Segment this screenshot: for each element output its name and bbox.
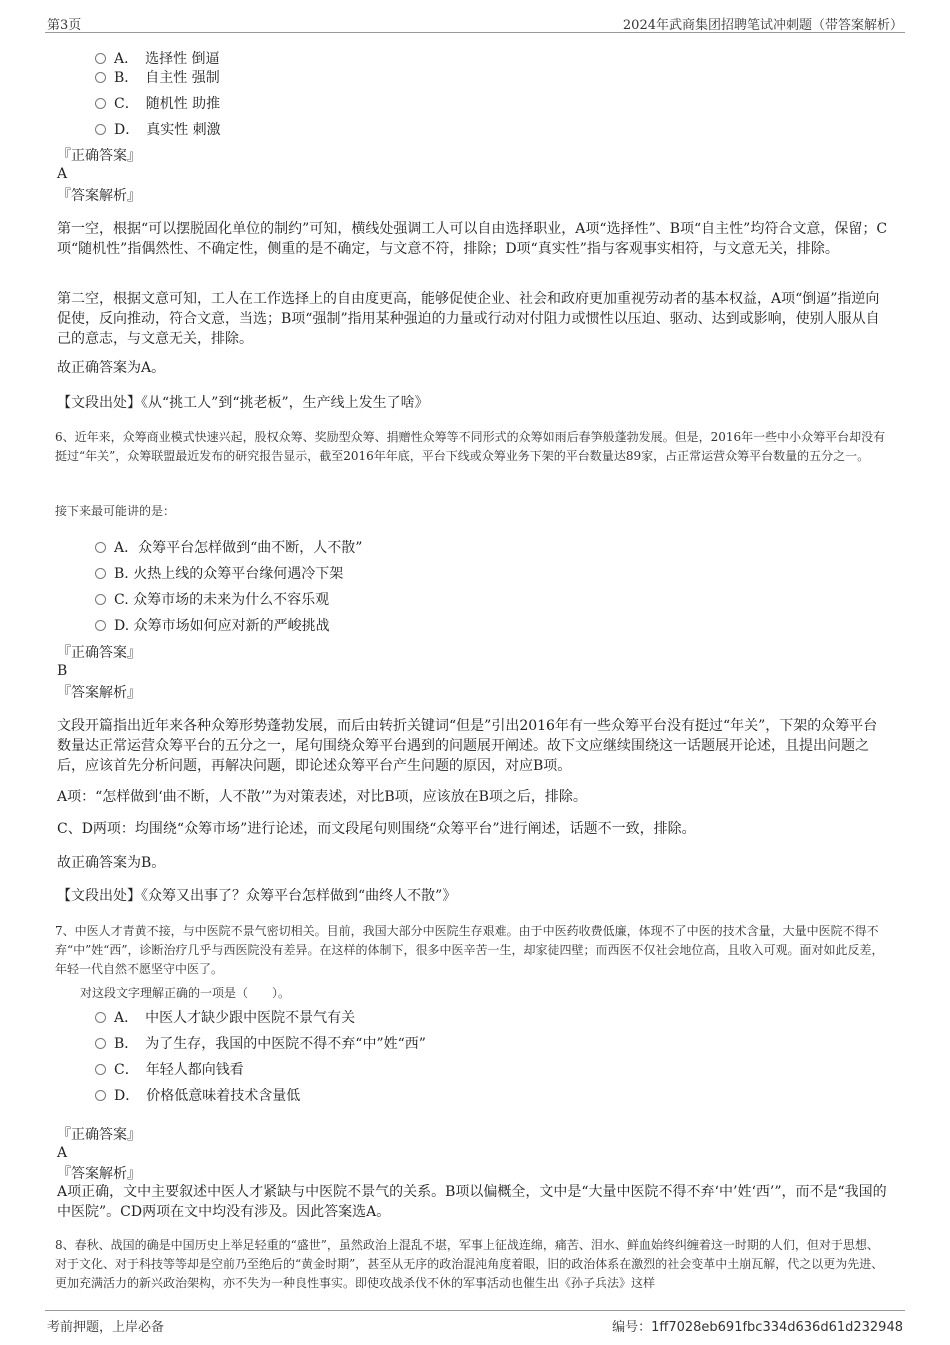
q6-option-d[interactable]: D. 众筹市场如何应对新的严峻挑战: [95, 615, 330, 635]
q6-option-c[interactable]: C. 众筹市场的未来为什么不容乐观: [95, 589, 329, 609]
radio-icon[interactable]: [95, 542, 106, 553]
q5-conclusion: 故正确答案为A。: [57, 360, 166, 376]
q7-analysis-label: 『答案解析』: [57, 1166, 141, 1182]
q7-answer: A: [57, 1145, 68, 1161]
q6-answer-label: 『正确答案』: [57, 645, 141, 661]
q6-analysis-p1: 文段开篇指出近年来各种众筹形势蓬勃发展，而后由转折关键词“但是”引出2016年有一些众筹平台没有挺过“年关”，下架的众筹平台数量达正常运营众筹平台的五分之一，尾句围绕众筹平台遇到的问题展开阐述。故下文应继续围绕这一话题展开论述，且提出问题之后，应该首先分析问题，再解决问题，即论述众筹平台产生问题的原因，对应B项。: [57, 718, 878, 774]
page-header: [45, 12, 905, 33]
radio-icon[interactable]: [95, 568, 106, 579]
q7-analysis-p1: A项正确，文中主要叙述中医人才紧缺与中医院不景气的关系。B项以偏概全，文中是“大量中医院不得不弃‘中’姓‘西’”，而不是“我国的中医院”。CD两项在文中均没有涉及。因此答案选A。: [57, 1184, 887, 1220]
document-code: 编号：1ff7028eb691fbc334d636d61d232948: [612, 1320, 903, 1335]
q5-analysis-p2: 第二空，根据文意可知，工人在工作选择上的自由度更高，能够促使企业、社会和政府更加重视劳动者的基本权益，A项“倒逼”指逆向促使，反向推动，符合文意，当选；B项“强制”指用某种强迫的力量或行动对付阻力或惯性以压迫、驱动、达到或影响，使别人服从自己的意志，与文意无关，排除。: [57, 291, 880, 347]
radio-icon[interactable]: [95, 620, 106, 631]
radio-icon[interactable]: [95, 1038, 106, 1049]
q6-option-a[interactable]: A．众筹平台怎样做到“曲不断，人不散”: [95, 537, 362, 557]
q5-answer-label: 『正确答案』: [57, 148, 141, 164]
q6-conclusion: 故正确答案为B。: [57, 855, 166, 871]
radio-icon[interactable]: [95, 1012, 106, 1023]
q5-analysis-label: 『答案解析』: [57, 188, 141, 204]
q7-question: 对这段文字理解正确的一项是（ ）。: [80, 986, 291, 1000]
q5-source: 【文段出处】《从“挑工人”到“挑老板”，生产线上发生了啥》: [57, 395, 429, 411]
q7-option-d[interactable]: D． 价格低意味着技术含量低: [95, 1085, 300, 1105]
q7-option-a[interactable]: A． 中医人才缺少跟中医院不景气有关: [95, 1007, 355, 1027]
q6-option-b[interactable]: B. 火热上线的众筹平台缘何遇冷下架: [95, 563, 343, 583]
radio-icon[interactable]: [95, 594, 106, 605]
q5-option-a[interactable]: A． 选择性 倒逼: [95, 48, 220, 68]
q8-stem: 8、春秋、战国的确是中国历史上举足轻重的“盛世”，虽然政治上混乱不堪，军事上征战连绵，痛苦、泪水、鲜血始终纠缠着这一时期的人们，但对于思想、对于文化、对于科技等等却是空前乃至绝后的“黄金时期”，甚至从无序的政治混沌角度着眼，旧的政治体系在激烈的社会变革中土崩瓦解，代之以更为先进、更加充满活力的新兴政治架构，亦不失为一种良性事实。即使攻战杀伐不休的军事活动也催生出《孙子兵法》这样: [55, 1238, 884, 1290]
q5-option-d[interactable]: D． 真实性 刺激: [95, 119, 221, 139]
radio-icon[interactable]: [95, 1064, 106, 1075]
q7-stem: 7、中医人才青黄不接，与中医院不景气密切相关。目前，我国大部分中医院生存艰难。由于中医药收费低廉，体现不了中医的技术含量，大量中医院不得不弃“中”姓“西”，诊断治疗几乎与西医院没有差异。在这样的体制下，很多中医辛苦一生，却家徒四壁；而西医不仅社会地位高，且收入可观。面对如此反差，年轻一代自然不愿坚守中医了。: [55, 924, 884, 976]
radio-icon[interactable]: [95, 53, 106, 64]
q6-question: 接下来最可能讲的是：: [55, 504, 176, 518]
q6-source: 【文段出处】《众筹又出事了？众筹平台怎样做到“曲终人不散”》: [57, 888, 457, 904]
q6-stem: 6、近年来，众筹商业模式快速兴起，股权众筹、奖励型众筹、捐赠性众筹等不同形式的众筹如雨后春笋般蓬勃发展。但是，2016年一些中小众筹平台却没有挺过“年关”，众筹联盟最近发布的研究报告显示，截至2016年年底，平台下线或众筹业务下架的平台数量达89家，占正常运营众筹平台数量的五分之一。: [55, 430, 886, 463]
q5-option-b[interactable]: B． 自主性 强制: [95, 67, 220, 87]
document-title: 2024年武商集团招聘笔试冲刺题（带答案解析）: [622, 18, 903, 33]
radio-icon[interactable]: [95, 72, 106, 83]
q5-answer: A: [57, 166, 68, 182]
radio-icon[interactable]: [95, 124, 106, 135]
q7-answer-label: 『正确答案』: [57, 1127, 141, 1143]
q7-option-b[interactable]: B． 为了生存，我国的中医院不得不弃“中”姓“西”: [95, 1033, 426, 1053]
page-number: 第3页: [47, 18, 82, 33]
q5-analysis-p1: 第一空，根据“可以摆脱固化单位的制约”可知，横线处强调工人可以自由选择职业，A项“选择性”、B项“自主性”均符合文意，保留；C项“随机性”指偶然性、不确定性，侧重的是不确定，与文意不符，排除；D项“真实性”指与客观事实相符，与文意无关，排除。: [57, 221, 888, 257]
q6-answer: B: [57, 663, 68, 679]
radio-icon[interactable]: [95, 1090, 106, 1101]
q6-analysis-p3: C、D两项：均围绕“众筹市场”进行论述，而文段尾句则围绕“众筹平台”进行阐述，话题不一致，排除。: [57, 821, 696, 837]
radio-icon[interactable]: [95, 98, 106, 109]
q6-analysis-p2: A项：“怎样做到‘曲不断，人不散’”为对策表述，对比B项，应该放在B项之后，排除。: [57, 789, 587, 805]
q6-analysis-label: 『答案解析』: [57, 685, 141, 701]
page-footer: [45, 1310, 905, 1335]
footer-slogan: 考前押题，上岸必备: [47, 1320, 165, 1335]
q7-option-c[interactable]: C． 年轻人都向钱看: [95, 1059, 244, 1079]
q5-option-c[interactable]: C． 随机性 助推: [95, 93, 220, 113]
